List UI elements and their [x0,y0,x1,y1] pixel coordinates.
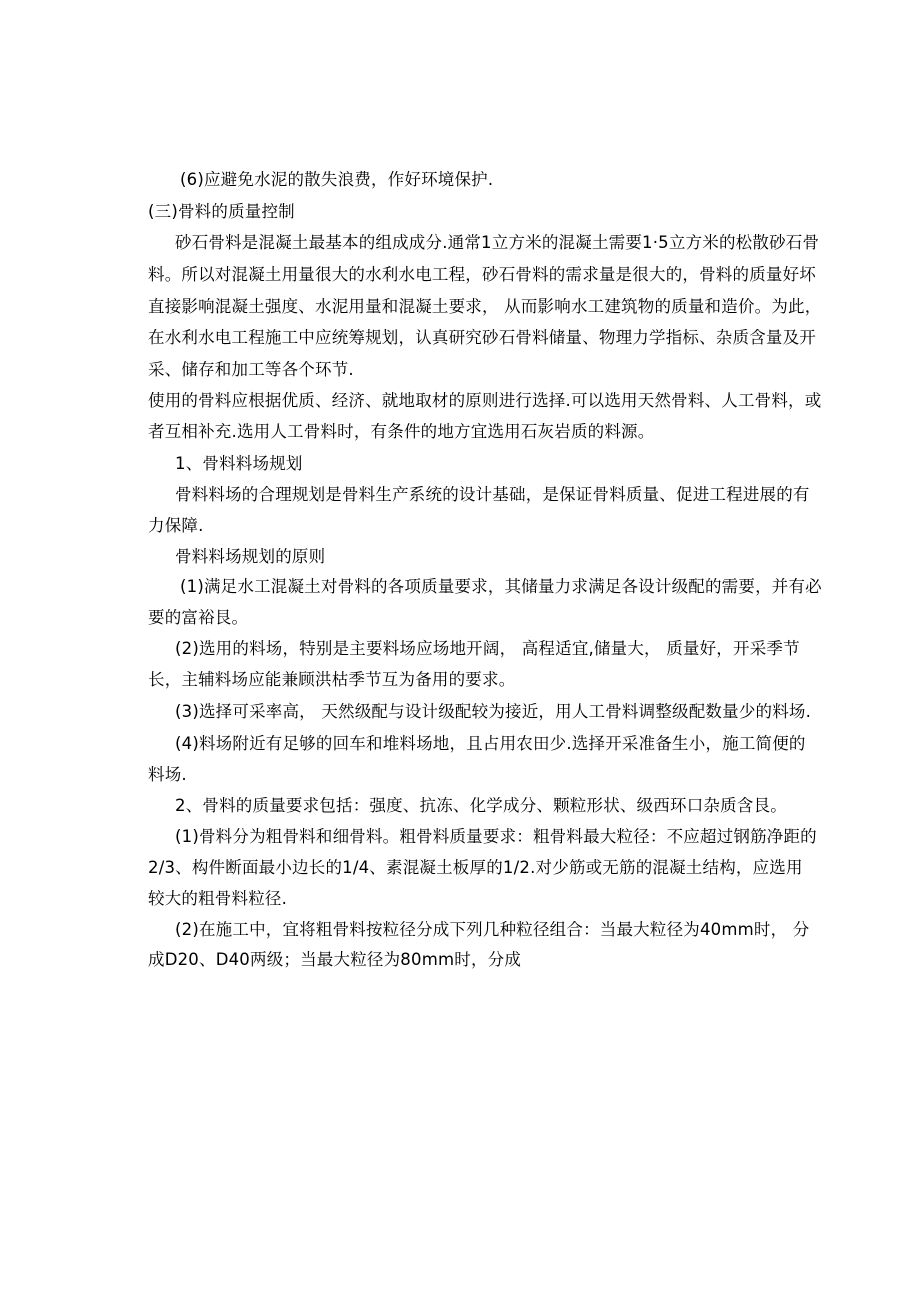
paragraph-line: 料场. [148,765,187,784]
paragraph-line: (4)料场附近有足够的回车和堆料场地，且占用农田少.选择开采准备生小，施工简便的 [175,734,806,753]
paragraph-line: (2)在施工中，宜将粗骨料按粒径分成下列几种粒径组合：当最大粒径为40mm时， 分 [175,920,810,939]
paragraph-line: 2、骨料的质量要求包括：强度、抗冻、化学成分、颗粒形状、级西环口杂质含艮。 [175,796,787,815]
section-heading: 1、骨料料场规划 [175,454,303,473]
paragraph-line: 料。所以对混凝土用量很大的水利水电工程，砂石骨料的需求量是很大的，骨料的质量好坏 [148,265,816,284]
paragraph-line: 较大的粗骨料粒径. [148,889,288,908]
paragraph-line: 者互相补充.选用人工骨料时，有条件的地方宜选用石灰岩质的料源。 [148,422,655,441]
paragraph-line: 砂石骨料是混凝土最基本的组成成分.通常1立方米的混凝土需要1·5立方米的松散砂石骨 [175,233,820,252]
paragraph-line: 骨料料场的合理规划是骨料生产系统的设计基础，是保证骨料质量、促进工程进展的有 [175,485,810,504]
subheading: 骨料料场规划的原则 [175,547,326,566]
section-heading: (三)骨料的质量控制 [148,202,295,221]
paragraph-line: (1)骨料分为粗骨料和细骨料。粗骨料质量要求：粗骨料最大粒径：不应超过钢筋净距的 [175,827,817,846]
paragraph-line: 长，主辅料场应能兼顾洪枯季节互为备用的要求。 [148,670,516,689]
paragraph-line: 要的富裕艮。 [148,608,249,627]
paragraph-line: 直接影响混凝土强度、水泥用量和混凝土要求， 从而影响水工建筑物的质量和造价。为此， [148,297,822,316]
paragraph-line: 2/3、构件断面最小边长的1/4、素混凝土板厚的1/2.对少筋或无筋的混凝土结构，应选用 [148,858,803,877]
paragraph-line: 使用的骨料应根据优质、经济、就地取材的原则进行选择.可以选用天然骨料、人工骨料，或 [148,391,822,410]
paragraph-line: 在水利水电工程施工中应统筹规划，认真研究砂石骨料储量、物理力学指标、杂质含量及开 [148,328,816,347]
paragraph-line: (3)选择可采率高， 天然级配与设计级配较为接近，用人工骨料调整级配数量少的料场. [175,702,812,721]
paragraph-line: (2)选用的料场，特别是主要料场应场地开阔， 高程适宜,储量大， 质量好，开采季节 [175,639,800,658]
paragraph-line: 成D20、D40两级；当最大粒径为80mm时，分成 [148,950,522,969]
paragraph-line: 力保障. [148,516,204,535]
paragraph-line: (1)满足水工混凝土对骨料的各项质量要求，其储量力求满足各设计级配的需要，并有必 [180,577,822,596]
paragraph-line: 采、储存和加工等各个环节. [148,360,354,379]
paragraph-line: (6)应避免水泥的散失浪费，作好环境保护. [180,170,494,189]
